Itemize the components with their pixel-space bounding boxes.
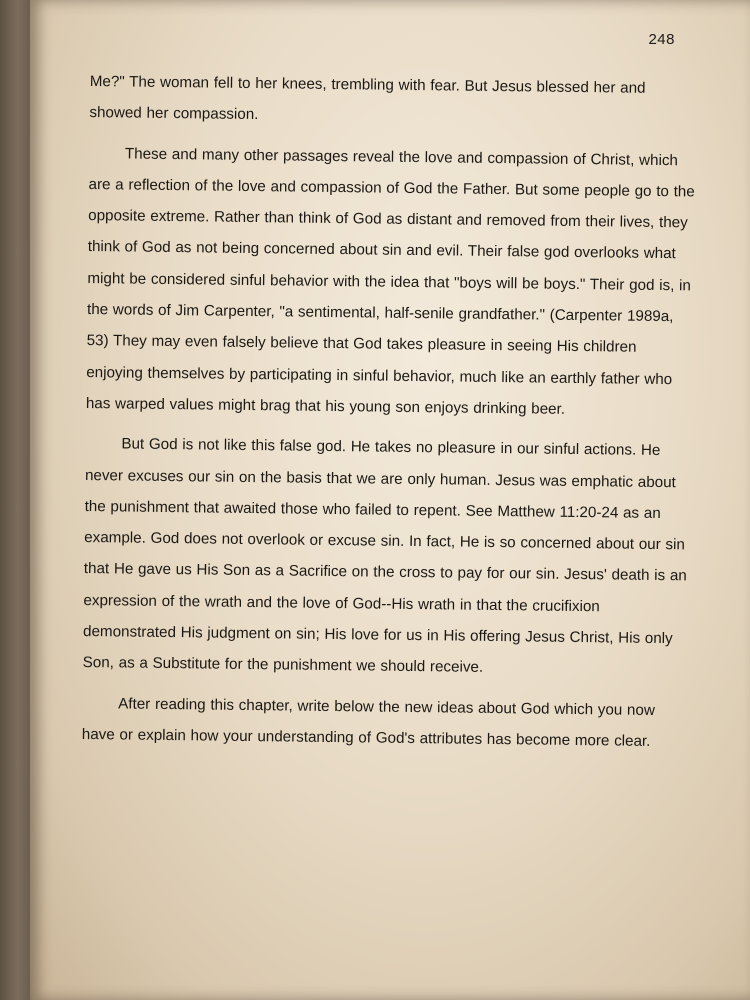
paragraph-false-god: But God is not like this false god. He takes no pleasure in our sinful actions. He never excuses our sin on the basis that we are only human. Jesus was emphatic about the punishment that awaited those who failed to repent. See Matthew 11:20-24 as an example. God does not overlook or excuse sin. In fact, He is so concerned about our sin that He gave us His Son as a Sacrifice on the cross to pay for our sin. Jesus' death is an expression of the wrath and the love of God--His wrath in that the crucifixion demonstrated His judgment on sin; His love for us in His offering Jesus Christ, His only Son, as a Substitute for the punishment we should receive. [82,435,687,677]
paragraph-instruction: After reading this chapter, write below the new ideas about God which you now have or explain how your understanding of God's attributes has become more clear. [81,695,655,750]
paragraph-compassion: These and many other passages reveal the love and compassion of Christ, which are a reflection of the love and compassion of God the Father. But some people go to the opposite extreme. Rather than think of God as distant and removed from their lives, they think of God as not being concerned about sin and evil. Their false god overlooks what might be considered sinful behavior with the idea that "boys will be boys." Their god is, in the words of Jim Carpenter, "a sentimental, half-senile grandfather." (Carpenter 1989a, 53) They may even falsely believe that God takes pleasure in seeing His children enjoying themselves by participating in sinful behavior, much like an earthly father who has warped values might brag that his young son enjoys drinking beer. [85,145,695,418]
book-spine-edge [0,0,30,1000]
body-text [82,66,700,767]
paragraph-continuation: Me?" The woman fell to her knees, trembling with fear. But Jesus blessed her and showed her compassion. [89,72,646,124]
book-page [30,0,750,1000]
page-number: 248 [648,31,675,48]
